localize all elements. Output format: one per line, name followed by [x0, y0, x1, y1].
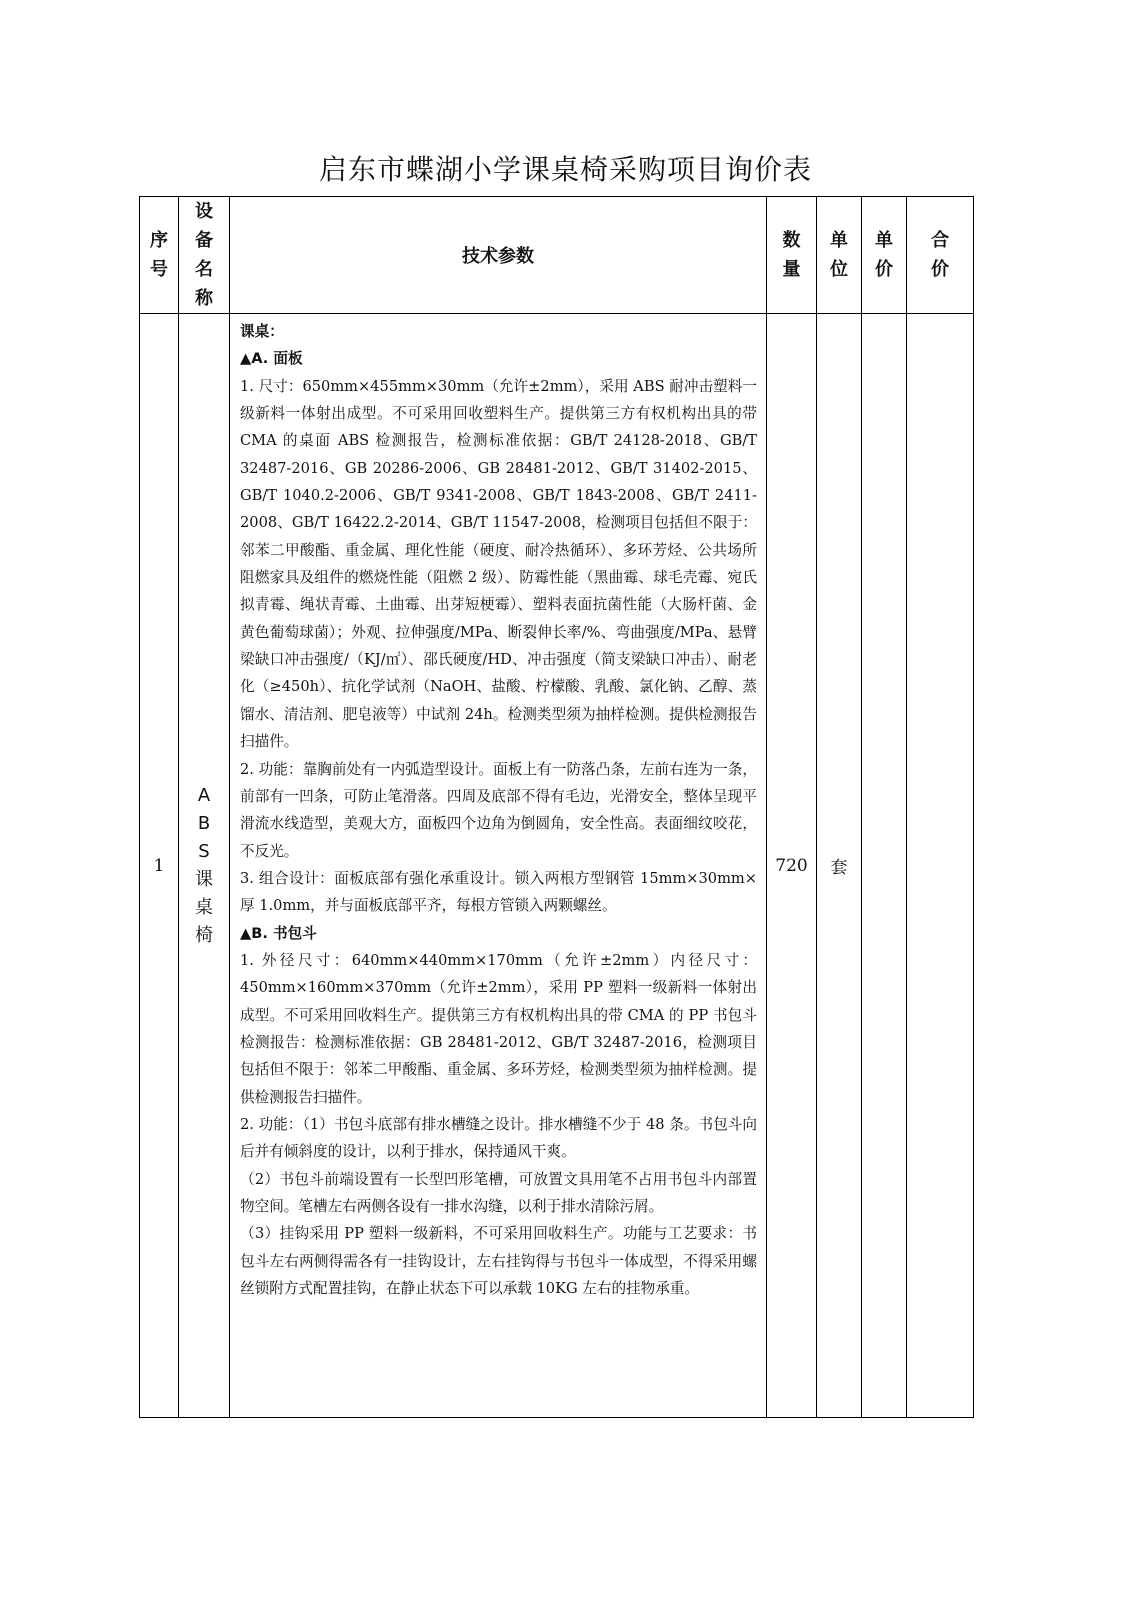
document-title: 启东市蝶湖小学课桌椅采购项目询价表 — [318, 153, 812, 186]
param-line: 1. 外径尺寸：640mm×440mm×170mm（允许±2mm）内径尺寸：450mm×160mm×370mm（允许±2mm），采用 PP 塑料一级新料一体射出成型。不可采用回收料生产。提供第三方有权机构出具的带 CMA 的 PP 书包斗检测报告：检测标准依据：GB 28481-2012、GB/T 32487-2016，检测项目包括但不限于：邻苯二甲酸酯、重金属、多环芳烃，检测类型须为抽样检测。提供检测报告扫描件。 — [240, 951, 757, 1106]
param-line: ▲A. 面板 — [240, 350, 303, 368]
row-unit-price[interactable] — [862, 314, 907, 1418]
param-line: （3）挂钩采用 PP 塑料一级新料，不可采用回收料生产。功能与工艺要求：书包斗左右两侧得需各有一挂钩设计，左右挂钩得与书包斗一体成型，不得采用螺丝锁附方式配置挂钩，在静止状态下可以承载 10KG 左右的挂物承重。 — [240, 1225, 757, 1298]
table-row — [140, 314, 974, 1418]
row-seq: 1 — [140, 314, 179, 1418]
param-line: 2. 功能：（1）书包斗底部有排水槽缝之设计。排水槽缝不少于 48 条。书包斗向后并有倾斜度的设计，以利于排水，保持通风干爽。 — [240, 1115, 757, 1161]
row-total-price[interactable] — [907, 314, 974, 1418]
row-tech-params — [230, 314, 767, 1418]
header-unit-price: 单价 — [862, 197, 907, 314]
row-unit: 套 — [817, 314, 862, 1418]
inquiry-table — [139, 196, 974, 1418]
param-line: 3. 组合设计：面板底部有强化承重设计。锁入两根方型钢管 15mm×30mm×厚 1.0mm，并与面板底部平齐，每根方管锁入两颗螺丝。 — [240, 869, 757, 915]
param-line: 2. 功能：靠胸前处有一内弧造型设计。面板上有一防落凸条，左前右连为一条，前部有一凹条，可防止笔滑落。四周及底部不得有毛边，光滑安全，整体呈现平滑流水线造型，美观大方，面板四个边角为倒圆角，安全性高。表面细纹咬花，不反光。 — [240, 760, 757, 860]
header-seq: 序号 — [140, 197, 179, 314]
header-tech-params: 技术参数 — [230, 197, 767, 314]
header-unit: 单位 — [817, 197, 862, 314]
param-line: 1. 尺寸：650mm×455mm×30mm（允许±2mm），采用 ABS 耐冲击塑料一级新料一体射出成型。不可采用回收塑料生产。提供第三方有权机构出具的带 CMA 的桌面 ABS 检测报告，检测标准依据：GB/T 24128-2018、GB/T 32487-2016、GB 20286-2006、GB 28481-2012、GB/T 31402-2015、GB/T 1040.2-2006、GB/T 9341-2008、GB/T 1843-2008、GB/T 2411-2008、GB/T 16422.2-2014、GB/T 11547-2008，检测项目包括但不限于：邻苯二甲酸酯、重金属、理化性能（硬度、耐冷热循环）、多环芳烃、公共场所阻燃家具及组件的燃烧性能（阻燃 2 级）、防霉性能（黑曲霉、球毛壳霉、宛氏拟青霉、绳状青霉、土曲霉、出芽短梗霉）、塑料表面抗菌性能（大肠杆菌、金黄色葡萄球菌）；外观、拉伸强度/MPa、断裂伸长率/%、弯曲强度/MPa、悬臂梁缺口冲击强度/（KJ/㎡）、邵氏硬度/HD、冲击强度（简支梁缺口冲击）、耐老化（≥450h）、抗化学试剂（NaOH、盐酸、柠檬酸、乳酸、氯化钠、乙醇、蒸馏水、清洁剂、肥皂液等）中试剂 24h。检测类型须为抽样检测。提供检测报告扫描件。 — [240, 377, 757, 751]
row-device-name: ABS课桌椅 — [179, 314, 230, 1418]
param-line: 课桌： — [240, 323, 284, 340]
row-quantity: 720 — [767, 314, 817, 1418]
header-device-name: 设备名称 — [179, 197, 230, 314]
header-quantity: 数量 — [767, 197, 817, 314]
table-header-row — [140, 197, 974, 314]
header-total-price: 合价 — [907, 197, 974, 314]
param-line: ▲B. 书包斗 — [240, 924, 317, 942]
param-line: （2）书包斗前端设置有一长型凹形笔槽，可放置文具用笔不占用书包斗内部置物空间。笔槽左右两侧各设有一排水沟缝，以利于排水清除污屑。 — [240, 1170, 757, 1215]
